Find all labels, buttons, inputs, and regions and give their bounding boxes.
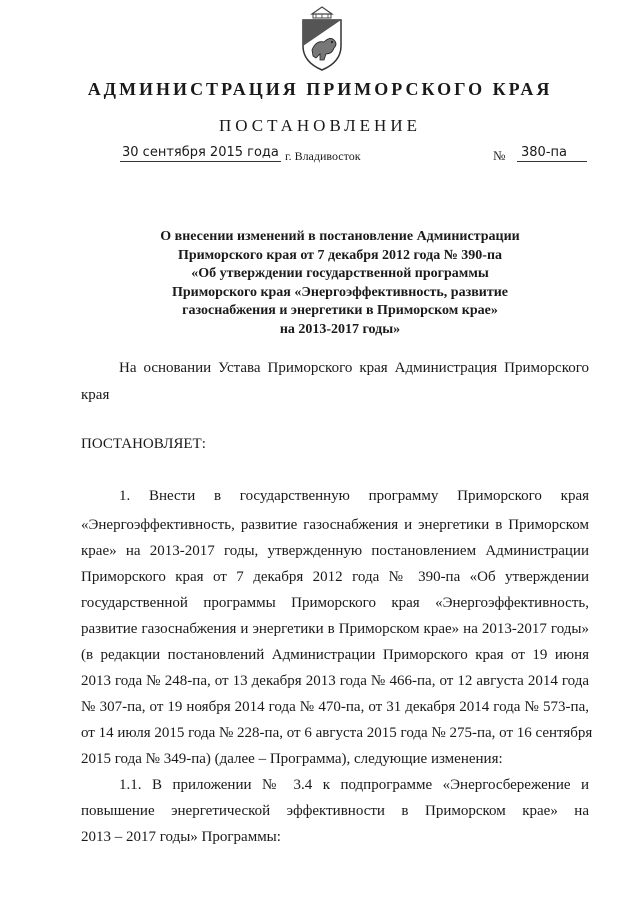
decree-word: ПОСТАНОВЛЯЕТ: <box>81 436 206 452</box>
paragraph-line: крае» на 2013-2017 годы, утвержденную постановлением Администрации <box>81 543 589 559</box>
title-line: «Об утверждении государственной программы <box>191 266 489 281</box>
paragraph-line: № 307-па, от 19 ноября 2014 года № 470-па, от 31 декабря 2014 года № 573-па, <box>81 699 589 715</box>
title-line: на 2013-2017 годы» <box>279 321 401 337</box>
document-body <box>81 483 593 850</box>
document-number: 380-па <box>517 145 587 162</box>
document-title <box>130 228 550 339</box>
title-line: газоснабжения и энергетики в Приморском крае» <box>182 303 498 318</box>
paragraph-line: (в редакции постановлений Администрации Приморского края от 19 июня <box>81 647 589 663</box>
paragraph-line: 2013 года № 248-па, от 13 декабря 2013 года № 466-па, от 12 августа 2014 года <box>81 673 589 689</box>
document-city: г. Владивосток <box>285 149 361 163</box>
paragraph-line: 1. Внести в государственную программу Приморского края <box>119 488 589 504</box>
paragraph-line: Приморского края от 7 декабря 2012 года № 390-па «Об утверждении <box>81 569 589 585</box>
document-type: ПОСТАНОВЛЕНИЕ <box>218 116 421 135</box>
document-date: 30 сентября 2015 года <box>122 145 279 160</box>
title-line: Приморского края от 7 декабря 2012 года № 390-па <box>177 247 503 263</box>
basis-text-line: края <box>81 387 110 403</box>
organization-name: АДМИНИСТРАЦИЯ ПРИМОРСКОГО КРАЯ <box>87 79 553 99</box>
paragraph-line: развитие газоснабжения и энергетики в Приморском крае» на 2013-2017 годы» <box>81 621 589 637</box>
paragraph-line: 1.1. В приложении № 3.4 к подпрограмме «Энергосбережение и <box>119 777 589 793</box>
paragraph-line: повышение энергетической эффективности в Приморском крае» на <box>81 803 589 819</box>
paragraph-line: от 14 июля 2015 года № 228-па, от 6 августа 2015 года № 275-па, от 16 сентября <box>81 725 593 741</box>
paragraph-line: 2015 года № 349-па) (далее – Программа), следующие изменения: <box>81 751 503 767</box>
paragraph-line: «Энергоэффективность, развитие газоснабжения и энергетики в Приморском <box>81 517 589 533</box>
document-number-label: № <box>493 148 506 163</box>
coat-of-arms-icon <box>298 6 346 72</box>
title-line: Приморского края «Энергоэффективность, развитие <box>171 284 509 300</box>
paragraph-line: государственной программы Приморского края «Энергоэффективность, <box>81 595 589 611</box>
title-line: О внесении изменений в постановление Администрации <box>160 229 520 244</box>
basis-text-line: На основании Устава Приморского края Администрация Приморского <box>119 360 589 376</box>
paragraph-line: 2013 – 2017 годы» Программы: <box>81 829 281 845</box>
